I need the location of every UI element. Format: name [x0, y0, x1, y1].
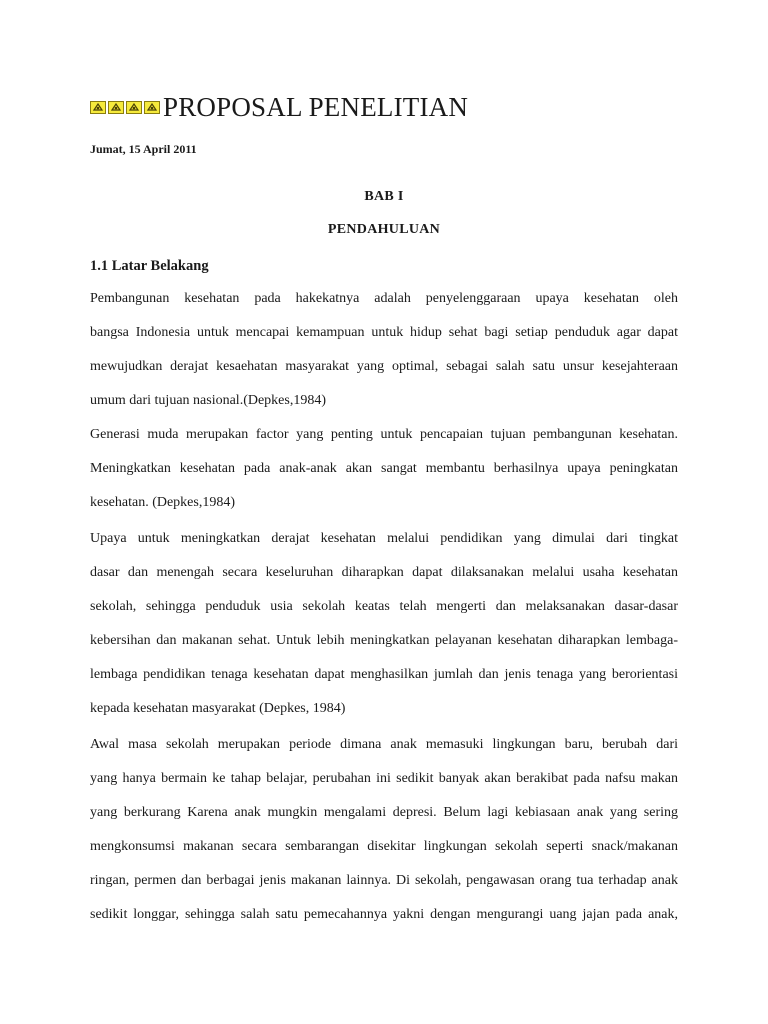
body-line: bangsa Indonesia untuk mencapai kemampuan untuk hidup sehat bagi setiap penduduk agar dapat: [90, 325, 678, 340]
body-line: mengkonsumsi makanan secara sembarangan disekitar lingkungan sekolah seperti snack/makanan: [90, 839, 678, 854]
ornament-tile: [108, 101, 124, 114]
body-line: sedikit longgar, sehingga salah satu pemecahannya yakni dengan mengurangi uang jajan pada anak,: [90, 907, 678, 922]
body-line: Awal masa sekolah merupakan periode dimana anak memasuki lingkungan baru, berubah dari: [90, 737, 678, 752]
body-line: Meningkatkan kesehatan pada anak-anak akan sangat membantu berhasilnya upaya peningkatan: [90, 461, 678, 476]
body-line: ringan, permen dan berbagai jenis makanan lainnya. Di sekolah, pengawasan orang tua terhadap anak: [90, 873, 678, 888]
body-line: dasar dan menengah secara keseluruhan diharapkan dapat dilaksanakan melalui usaha kesehatan: [90, 565, 678, 580]
ornament-tile: [90, 101, 106, 114]
title-row: [90, 94, 468, 121]
body-line: mewujudkan derajat kesaehatan masyarakat yang optimal, sebagai salah satu unsur kesejahteraan: [90, 359, 678, 374]
body-line: Pembangunan kesehatan pada hakekatnya adalah penyelenggaraan upaya kesehatan oleh: [90, 291, 678, 306]
document-title: PROPOSAL PENELITIAN: [163, 92, 469, 122]
ornament-tile: [126, 101, 142, 114]
section-heading: 1.1 Latar Belakang: [90, 258, 209, 274]
body-line: sekolah, sehingga penduduk usia sekolah keatas telah mengerti dan melaksanakan dasar-dasar: [90, 599, 678, 614]
body-line: kepada kesehatan masyarakat (Depkes, 1984): [90, 701, 346, 716]
post-date: Jumat, 15 April 2011: [90, 142, 197, 156]
body-line: Upaya untuk meningkatkan derajat kesehatan melalui pendidikan yang dimulai dari tingkat: [90, 531, 678, 546]
yellow-tile-ornament-icon: [90, 101, 162, 114]
body-line: yang berkurang Karena anak mungkin mengalami depresi. Belum lagi kebiasaan anak yang sering: [90, 805, 678, 820]
chapter-heading: BAB I: [364, 189, 404, 204]
body-line: yang hanya bermain ke tahap belajar, perubahan ini sedikit banyak akan berakibat pada nafsu makan: [90, 771, 678, 786]
ornament-tile: [144, 101, 160, 114]
chapter-title: PENDAHULUAN: [327, 222, 441, 237]
body-line: umum dari tujuan nasional.(Depkes,1984): [90, 393, 327, 408]
body-line: kebersihan dan makanan sehat. Untuk lebih meningkatkan pelayanan kesehatan diharapkan lembaga-: [90, 633, 678, 648]
body-line: Generasi muda merupakan factor yang penting untuk pencapaian tujuan pembangunan kesehatan.: [90, 427, 678, 442]
body-line: lembaga pendidikan tenaga kesehatan dapat menghasilkan jumlah dan jenis tenaga yang berorientasi: [90, 667, 678, 682]
body-line: kesehatan. (Depkes,1984): [90, 495, 236, 510]
